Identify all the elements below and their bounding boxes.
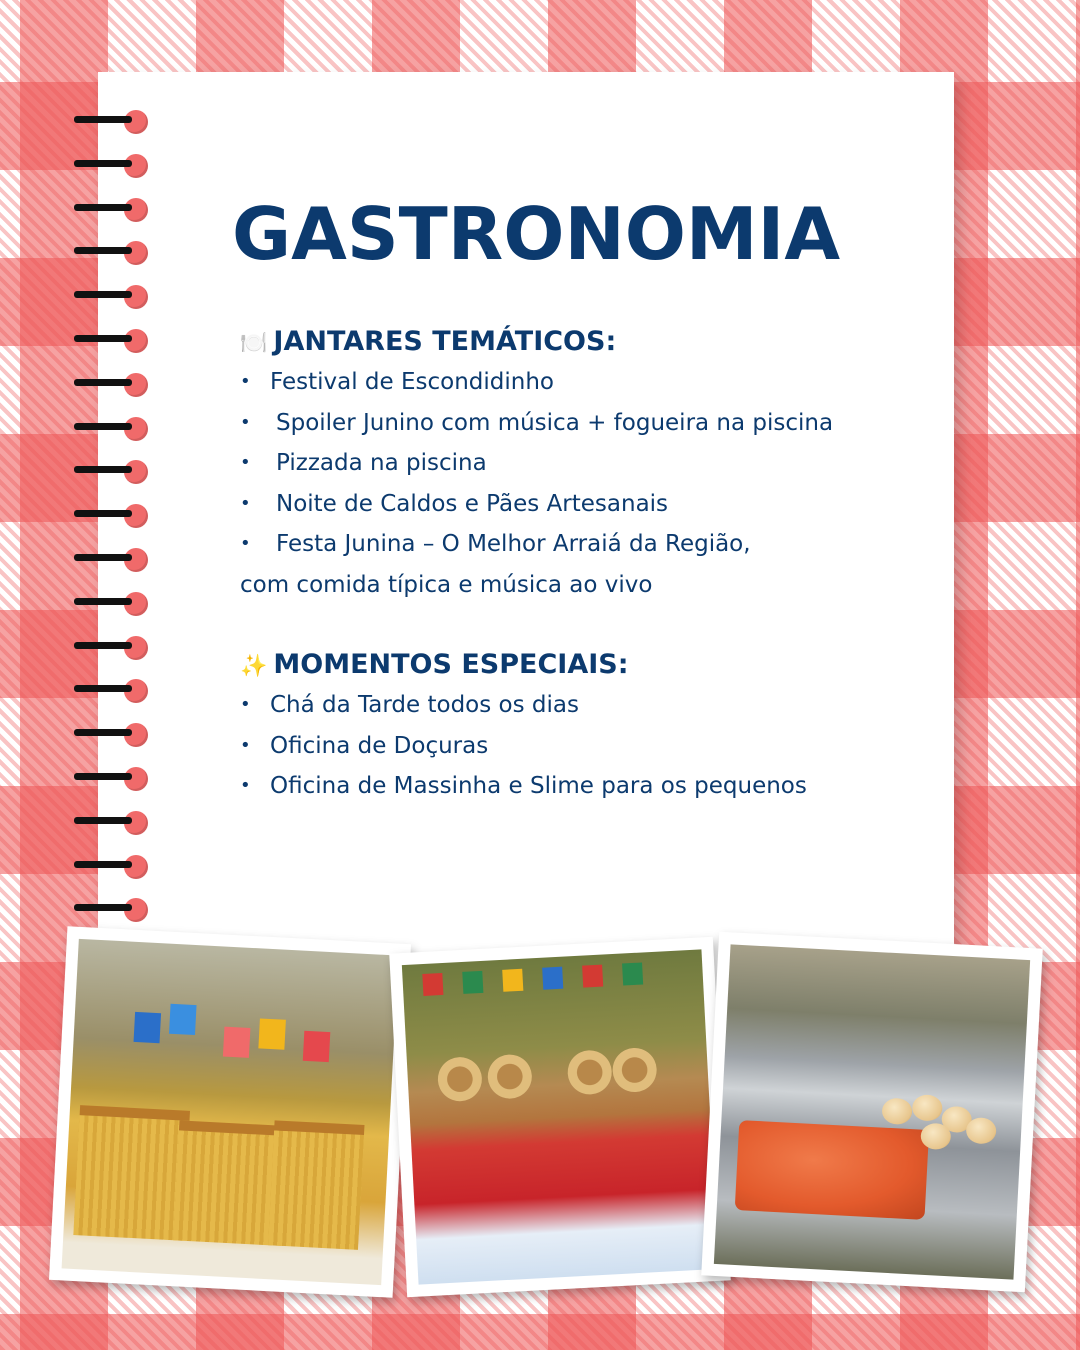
- list-item-text: Noite de Caldos e Pães Artesanais: [276, 490, 669, 517]
- bullet: •: [240, 371, 251, 392]
- bullet: •: [240, 533, 251, 554]
- jantares-list: [240, 362, 900, 565]
- list-item: [240, 685, 900, 726]
- ring-wire: [74, 335, 132, 342]
- straw-hat: [437, 1056, 483, 1102]
- momentos-list: [240, 685, 900, 807]
- section-heading: [240, 322, 900, 362]
- bunting-flag: [258, 1018, 286, 1049]
- notebook-spiral: [74, 110, 154, 920]
- spiral-ring: [74, 679, 148, 703]
- bunting-flag: [223, 1027, 251, 1058]
- spiral-ring: [74, 460, 148, 484]
- plate-cutlery-icon: 🍽️: [240, 331, 268, 356]
- list-item-text: Festival de Escondidinho: [270, 369, 554, 395]
- straw-hat: [567, 1049, 613, 1095]
- bunting-flag: [502, 969, 523, 992]
- ring-wire: [74, 423, 132, 430]
- list-item-continuation: com comida típica e música ao vivo: [240, 571, 653, 598]
- page-title: GASTRONOMIA: [232, 192, 841, 276]
- list-item-text: Pizzada na piscina: [276, 450, 487, 476]
- ring-wire: [74, 773, 132, 780]
- ring-wire: [74, 904, 132, 911]
- bunting-flag: [462, 971, 483, 994]
- section-jantares-tematicos: [240, 322, 900, 605]
- spiral-ring: [74, 592, 148, 616]
- cheese-bread: [881, 1098, 912, 1126]
- corn-cake-photo: [49, 926, 411, 1298]
- bullet: •: [240, 775, 251, 796]
- cake-slice: [268, 1120, 364, 1250]
- spiral-ring: [74, 504, 148, 528]
- bunting-flag: [303, 1031, 331, 1062]
- bullet: •: [240, 452, 251, 473]
- spiral-ring: [74, 373, 148, 397]
- ring-wire: [74, 204, 132, 211]
- bunting-flag: [622, 962, 643, 985]
- spiral-ring: [74, 548, 148, 572]
- sausage-tray: [735, 1120, 929, 1220]
- list-item-text: Oficina de Doçuras: [270, 732, 489, 759]
- bullet: •: [240, 694, 251, 715]
- list-item: [240, 362, 900, 403]
- buffet-image: [714, 944, 1030, 1279]
- bunting-flag: [134, 1012, 162, 1043]
- list-item: [240, 524, 900, 565]
- bunting-flag: [582, 965, 603, 988]
- spiral-ring: [74, 154, 148, 178]
- buffet-trays-photo: [701, 932, 1043, 1292]
- section-heading: [240, 645, 900, 685]
- ring-wire: [74, 685, 132, 692]
- straw-hat: [612, 1047, 658, 1093]
- bunting-flag: [422, 973, 443, 996]
- ring-wire: [74, 554, 132, 561]
- spiral-ring: [74, 110, 148, 134]
- ring-wire: [74, 379, 132, 386]
- list-item-text: Festa Junina – O Melhor Arraiá da Região,: [276, 531, 751, 557]
- bullet: •: [240, 734, 251, 756]
- list-item-text: Spoiler Junino com música + fogueira na piscina: [276, 409, 834, 436]
- spiral-ring: [74, 636, 148, 660]
- list-item: [240, 726, 900, 767]
- spiral-ring: [74, 198, 148, 222]
- ring-wire: [74, 466, 132, 473]
- ring-wire: [74, 160, 132, 167]
- ring-wire: [74, 116, 132, 123]
- section-heading-text: MOMENTOS ESPECIAIS:: [273, 649, 629, 680]
- list-item-text: Oficina de Massinha e Slime para os pequenos: [270, 773, 807, 799]
- ring-wire: [74, 598, 132, 605]
- list-item: [240, 484, 900, 525]
- spiral-ring: [74, 767, 148, 791]
- corn-cake-image: [62, 939, 399, 1285]
- spiral-ring: [74, 898, 148, 922]
- spiral-ring: [74, 855, 148, 879]
- spiral-ring: [74, 285, 148, 309]
- straw-hat: [487, 1053, 533, 1099]
- list-item: [240, 766, 900, 807]
- bunting-flag: [169, 1004, 197, 1035]
- ring-wire: [74, 642, 132, 649]
- sparkles-icon: ✨: [240, 654, 268, 679]
- spiral-ring: [74, 811, 148, 835]
- section-momentos-especiais: [240, 645, 900, 807]
- ring-wire: [74, 247, 132, 254]
- spiral-ring: [74, 241, 148, 265]
- bunting-flag: [542, 967, 563, 990]
- list-item: [240, 403, 900, 444]
- bullet: •: [240, 411, 251, 433]
- bullet: •: [240, 492, 251, 514]
- list-item: [240, 443, 900, 484]
- cheese-bread: [966, 1117, 997, 1145]
- spiral-ring: [74, 329, 148, 353]
- spiral-ring: [74, 417, 148, 441]
- cheese-bread: [920, 1123, 951, 1151]
- ring-wire: [74, 291, 132, 298]
- ring-wire: [74, 510, 132, 517]
- ring-wire: [74, 861, 132, 868]
- cheese-bread: [912, 1094, 943, 1122]
- cake-slice: [73, 1105, 190, 1241]
- ring-wire: [74, 817, 132, 824]
- festa-junina-table-photo: [389, 937, 731, 1297]
- list-item-text: Chá da Tarde todos os dias: [270, 692, 579, 718]
- festa-table-image: [402, 949, 718, 1284]
- spiral-ring: [74, 723, 148, 747]
- section-heading-text: JANTARES TEMÁTICOS:: [273, 326, 617, 357]
- ring-wire: [74, 729, 132, 736]
